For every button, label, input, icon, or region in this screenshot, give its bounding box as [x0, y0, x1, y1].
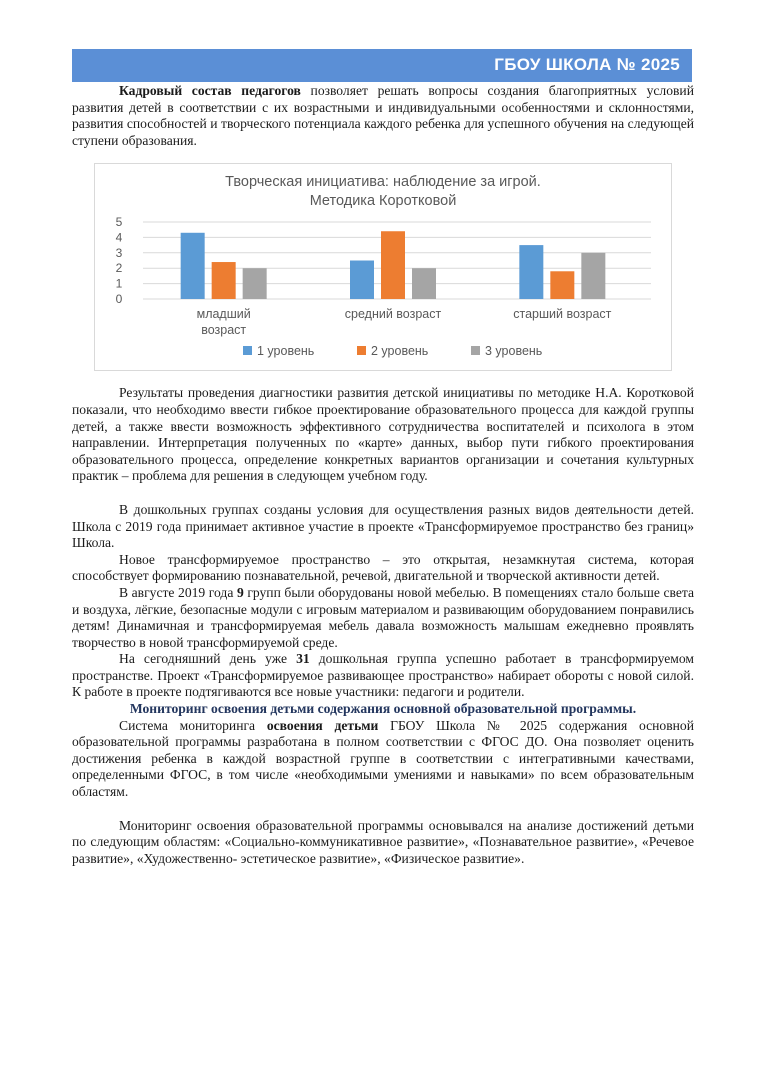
paragraph-areas: Мониторинг освоения образовательной программы основывался на анализе достижений детьми по следующим областям: «Социально-коммуникативное развитие», «Познавательное развитие», «Речевое развитие», «Художественно- эстетическое развитие», «Физическое развитие».	[72, 817, 694, 866]
paragraph-today	[72, 651, 694, 701]
legend-label-3: 3 уровень	[485, 344, 543, 359]
bar-3-2	[412, 269, 436, 300]
paragraph-diagnostics: Результаты проведения диагностики развития детской инициативы по методике Н.А. Коротковой показали, что необходимо ввести гибкое проектирование образовательного процесса для каждой группы детей, а также ввести возможность эффективного сотрудничества воспитателей и психолога в этом направлении. Интерпретация полученных по «карте» данных, выбор пути гибкого проектирования образовательного процесса, определение конкретных вариантов организации и сочетания культурных практик – проблема для решения в следующем учебном году.	[72, 385, 694, 484]
header-title: ГБОУ ШКОЛА № 2025	[494, 55, 680, 74]
paragraph-august-text-b: групп были оборудованы новой мебелью. В помещениях стало больше света и воздуха, лёгкие, безопасные модули с игровым материалом и развивающим оборудованием понравились детям! Динамичная и трансформируемая мебель давала возможность малышам ежедневно проявлять творчество в новой трансформируемой среде.	[72, 584, 694, 650]
x-category-label: средний возраст	[344, 307, 442, 322]
intro-paragraph	[72, 83, 694, 149]
paragraph-today-number: 31	[296, 651, 310, 667]
paragraph-monitoring-text-b: ГБОУ Школа № 2025 содержания основной образовательной программы разработана в полном соответствии с ФГОС ДО. Она позволяет оценить достижения ребенка в каждой возрастной группе в соответствии с интегративными качествами, определенными ФГОС, в том числе «необходимыми умениями и навыками» по всем образовательным областям.	[72, 717, 694, 800]
y-tick-label: 1	[115, 276, 123, 291]
bar-chart	[95, 164, 671, 370]
bar-2-1	[212, 262, 236, 299]
legend-swatch-3	[471, 346, 480, 355]
legend-label-1: 1 уровень	[257, 344, 315, 359]
paragraph-today-text-b: дошкольная группа успешно работает в трансформируемом пространстве. Проект «Трансформируемое развивающее пространство» набирает обороты с новой силой. К работе в проекте подтягиваются все новые участники: педагоги и родители.	[72, 651, 695, 700]
intro-text: позволяет решать вопросы создания благоприятных условий развития детей в соответствии с их возрастными и индивидуальными особенностями и склонностями, развития способностей и творческого потенциала каждого ребенка для успешного обучения на следующей ступени образования.	[72, 83, 694, 148]
bar-1-1	[181, 233, 205, 299]
y-tick-label: 2	[115, 261, 123, 276]
chart-title-line: Творческая инициатива: наблюдение за игрой.	[225, 174, 541, 191]
bar-2-2	[381, 232, 405, 300]
bar-1-3	[519, 245, 543, 299]
bar-3-3	[581, 253, 605, 299]
legend-swatch-2	[357, 346, 366, 355]
paragraph-monitoring-text-a: Система мониторинга	[119, 717, 267, 733]
x-category-label: возраст	[201, 323, 247, 338]
x-category-label: младший	[196, 307, 251, 322]
paragraph-august	[72, 585, 694, 651]
bar-3-1	[243, 269, 267, 300]
y-tick-label: 4	[115, 230, 123, 245]
legend-swatch-1	[243, 346, 252, 355]
chart-title-line: Методика Коротковой	[309, 193, 457, 210]
chart-container	[94, 163, 672, 371]
paragraph-today-text-a: На сегодняшний день уже	[119, 651, 297, 667]
bar-2-3	[550, 272, 574, 300]
intro-bold: Кадровый состав педагогов	[119, 83, 301, 98]
y-tick-label: 5	[115, 215, 123, 230]
bar-1-2	[350, 261, 374, 300]
y-tick-label: 0	[115, 292, 123, 307]
document-body	[72, 83, 694, 867]
paragraph-august-number: 9	[236, 584, 244, 600]
section-heading: Мониторинг освоения детьми содержания основной образовательной программы.	[129, 701, 637, 717]
paragraph-monitoring-bold: освоения детьми	[266, 717, 379, 733]
paragraph-new-space: Новое трансформируемое пространство – это открытая, незамкнутая система, которая способствует формированию познавательной, речевой, двигательной и творческой активности детей.	[72, 551, 694, 584]
paragraph-conditions: В дошкольных группах созданы условия для осуществления разных видов деятельности детей. Школа с 2019 года принимает активное участие в проекте «Трансформируемое пространство без границ» Школа.	[72, 501, 694, 551]
header-band	[72, 49, 692, 82]
legend-label-2: 2 уровень	[371, 344, 429, 359]
y-tick-label: 3	[115, 246, 123, 261]
x-category-label: старший возраст	[513, 307, 612, 322]
paragraph-monitoring	[72, 718, 694, 801]
paragraph-august-text-a: В августе 2019 года	[119, 584, 237, 600]
